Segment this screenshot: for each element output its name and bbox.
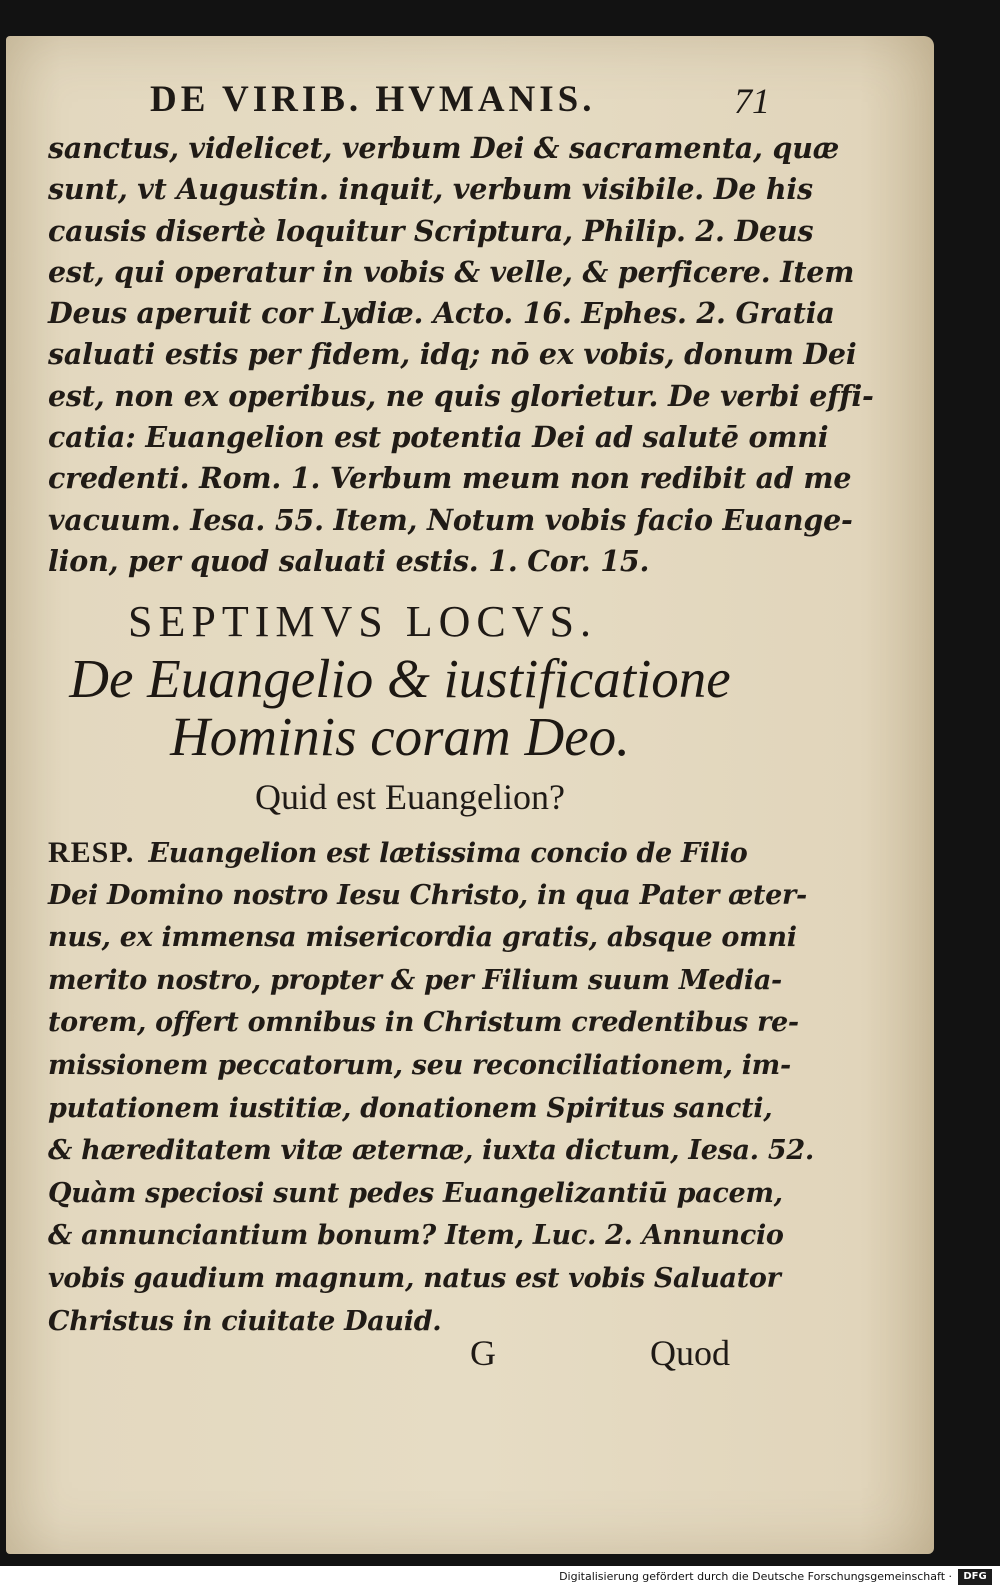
resp-label: RESP.	[48, 836, 135, 869]
text-line: torem, offert omnibus in Christum credentibus re-	[48, 1007, 799, 1039]
text-line: putationem iustitiæ, donationem Spiritus sancti,	[48, 1092, 773, 1124]
text-line: saluati estis per fidem, idq; nō ex vobis, donum Dei	[48, 337, 857, 372]
text-line: Deus aperuit cor Lydiæ. Acto. 16. Ephes. 2. Gratia	[48, 296, 835, 331]
section-title-line-1: De Euangelio & iustificatione	[69, 648, 731, 709]
section-title	[50, 650, 750, 766]
text-line: merito nostro, propter & per Filium suum Media-	[48, 964, 782, 996]
text-line: lion, per quod saluati estis. 1. Cor. 15.	[48, 543, 650, 578]
text-line: sanctus, videlicet, verbum Dei & sacramenta, quæ	[48, 131, 840, 165]
running-title: DE VIRIB. HVMANIS.	[150, 79, 596, 120]
text-line: & hæreditatem vitæ æternæ, iuxta dictum, Iesa. 52.	[48, 1135, 814, 1167]
page-number: 71	[734, 81, 770, 121]
text-line: nus, ex immensa misericordia gratis, absque omni	[48, 922, 797, 954]
text-line-first	[48, 832, 758, 875]
question-heading: Quid est Euangelion?	[255, 777, 565, 817]
text-line: vacuum. Iesa. 55. Item, Notum vobis facio Euange-	[48, 502, 853, 537]
text-line: sunt, vt Augustin. inquit, verbum visibile. De his	[48, 172, 813, 207]
text-line: est, qui operatur in vobis & velle, & perficere. Item	[48, 254, 855, 289]
dfg-logo-icon: DFG	[958, 1569, 992, 1585]
text-line: causis disertè loquitur Scriptura, Philip. 2. Deus	[48, 213, 814, 248]
text-line: Dei Domino nostro Iesu Christo, in qua Pater æter-	[48, 879, 807, 911]
text-line: credenti. Rom. 1. Verbum meum non redibit ad me	[48, 461, 852, 496]
text-line: Euangelion est lætissima concio de Filio	[148, 838, 748, 869]
page-header	[150, 78, 770, 124]
text-line: vobis gaudium magnum, natus est vobis Saluator	[48, 1262, 781, 1294]
text-line: missionem peccatorum, seu reconciliationem, im-	[48, 1049, 791, 1081]
text-line: Quàm speciosi sunt pedes Euangelizantiū pacem,	[48, 1177, 783, 1209]
footer-bar	[0, 1566, 1000, 1590]
catchword: Quod	[650, 1333, 730, 1373]
paragraph-1	[48, 128, 874, 582]
text-line: Christus in ciuitate Dauid.	[48, 1305, 442, 1337]
page-foot-marks	[470, 1332, 730, 1378]
footer-credit: Digitalisierung gefördert durch die Deutsche Forschungsgemeinschaft ·	[559, 1570, 952, 1583]
text-line: & annunciantium bonum? Item, Luc. 2. Annuncio	[48, 1220, 784, 1252]
section-title-line-2: Hominis coram Deo.	[170, 706, 630, 767]
text-line: catia: Euangelion est potentia Dei ad salutē omni	[48, 420, 829, 455]
text-line: est, non ex operibus, ne quis glorietur. De verbi effi-	[48, 378, 874, 413]
signature-mark: G	[470, 1333, 496, 1373]
paragraph-2	[48, 832, 814, 1343]
section-heading-caps: SEPTIMVS LOCVS.	[128, 597, 597, 646]
